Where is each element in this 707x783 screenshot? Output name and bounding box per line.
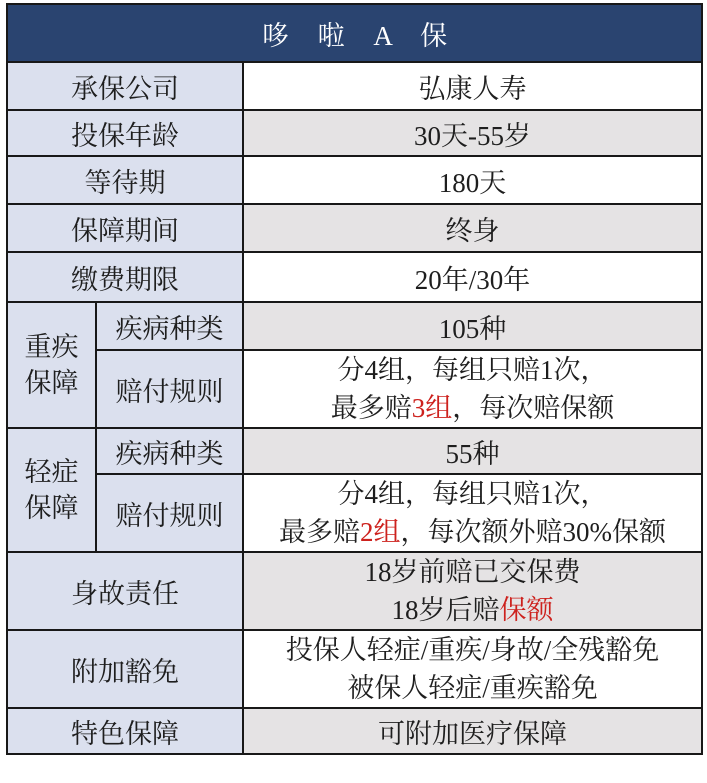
waiver-line2: 被保人轻症/重疾豁免 [347, 673, 598, 703]
table-row [7, 708, 702, 754]
row-value-mild-payout-rule [243, 474, 702, 552]
row-label-insurer: 承保公司 [7, 62, 243, 110]
row-label-mild-disease-types: 疾病种类 [96, 428, 243, 474]
payout-rule-highlight: 2组 [360, 517, 401, 547]
table-row [7, 62, 702, 110]
group-label-line: 保障 [24, 368, 79, 398]
payout-rule-highlight: 3组 [411, 393, 453, 423]
payout-rule-text: 最多赔 [279, 517, 360, 547]
header-row [7, 4, 702, 62]
row-label-payment: 缴费期限 [7, 252, 243, 302]
death-benefit-line1: 18岁前赔已交保费 [364, 557, 581, 587]
death-benefit-line2 [244, 591, 701, 629]
row-value-death-benefit [243, 552, 702, 630]
payout-rule-line2 [244, 513, 701, 551]
product-title: 哆 啦 A 保 [7, 4, 702, 62]
payout-rule-line1: 分4组，每组只赔1次， [337, 355, 608, 385]
table-row [7, 630, 702, 708]
group-label-critical-illness [7, 302, 96, 428]
group-label-line: 轻症 [24, 457, 79, 487]
row-value-waiver [243, 630, 702, 708]
payout-rule-text: ，每次额外赔30%保额 [400, 517, 666, 547]
payout-rule-text: 最多赔 [330, 393, 412, 423]
row-label-mild-payout-rule: 赔付规则 [96, 474, 243, 552]
table-row [7, 350, 702, 428]
table-row [7, 204, 702, 252]
row-label-period: 保障期间 [7, 204, 243, 252]
death-benefit-text: 18岁后赔 [391, 595, 500, 625]
group-label-line: 保障 [24, 493, 79, 523]
waiver-line1: 投保人轻症/重疾/身故/全残豁免 [285, 635, 660, 665]
payout-rule-text: ，每次赔保额 [452, 393, 615, 423]
row-value-mild-disease-types: 55种 [243, 428, 702, 474]
table-row [7, 474, 702, 552]
death-benefit-highlight: 保额 [499, 595, 554, 625]
table-row [7, 428, 702, 474]
row-value-waiting: 180天 [243, 156, 702, 204]
table-row [7, 302, 702, 350]
payout-rule-line1: 分4组，每组只赔1次， [337, 479, 608, 509]
row-label-critical-payout-rule: 赔付规则 [96, 350, 243, 428]
row-label-waiver: 附加豁免 [7, 630, 243, 708]
group-label-mild-illness [7, 428, 96, 552]
table-row [7, 156, 702, 204]
row-value-period: 终身 [243, 204, 702, 252]
table-row [7, 552, 702, 630]
row-value-insurer: 弘康人寿 [243, 62, 702, 110]
group-label-line: 重疾 [24, 332, 79, 362]
row-label-death-benefit: 身故责任 [7, 552, 243, 630]
insurance-comparison-table [6, 3, 703, 755]
row-label-feature: 特色保障 [7, 708, 243, 754]
row-label-critical-disease-types: 疾病种类 [96, 302, 243, 350]
row-value-critical-disease-types: 105种 [243, 302, 702, 350]
row-label-waiting: 等待期 [7, 156, 243, 204]
table-row [7, 110, 702, 156]
table-row [7, 252, 702, 302]
row-value-age: 30天-55岁 [243, 110, 702, 156]
row-value-payment: 20年/30年 [243, 252, 702, 302]
row-value-feature: 可附加医疗保障 [243, 708, 702, 754]
row-label-age: 投保年龄 [7, 110, 243, 156]
payout-rule-line2 [244, 389, 701, 427]
row-value-critical-payout-rule [243, 350, 702, 428]
